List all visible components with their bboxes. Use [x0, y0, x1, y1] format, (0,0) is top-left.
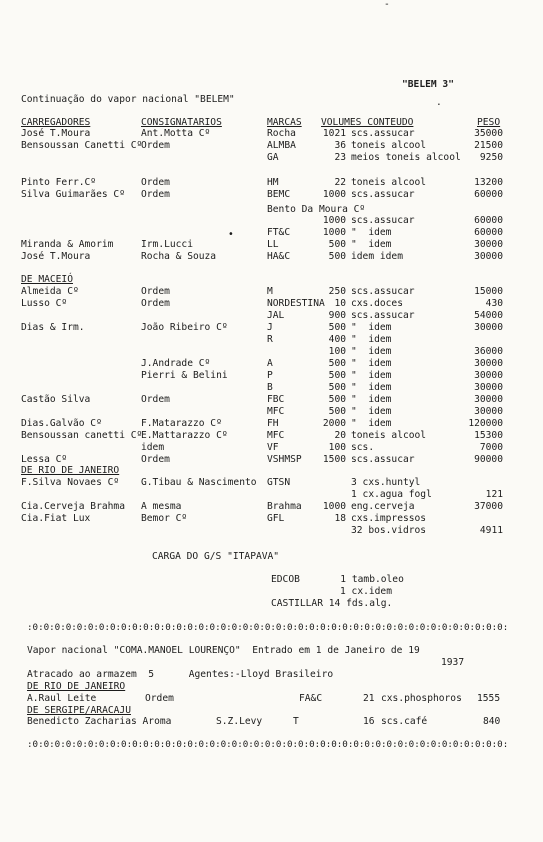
bullet-mark: •	[228, 229, 234, 240]
r3-mark: GA	[267, 152, 279, 163]
r26-weight: 90000	[474, 454, 503, 465]
r21-weight: 30000	[474, 394, 503, 405]
r12-weight: 15000	[474, 286, 503, 297]
r24-qty: 20	[334, 430, 346, 441]
r3-weight: 9250	[479, 152, 503, 163]
r32-weight: 4911	[479, 525, 503, 536]
r18-mark: A	[267, 358, 273, 369]
r14-qty: 900	[328, 310, 346, 321]
r5-weight: 60000	[474, 189, 503, 200]
r2-shipper: Bensoussan Canetti Cº	[21, 140, 143, 151]
r19-weight: 30000	[474, 370, 503, 381]
r1-content: scs.assucar	[351, 128, 415, 139]
r26-shipper: Lessa Cº	[21, 454, 68, 465]
berth-line: Atracado ao armazem 5 Agentes:-Lloyd Brasileiro	[27, 669, 334, 680]
r30-weight: 37000	[474, 501, 503, 512]
r12-qty: 250	[328, 286, 346, 297]
a1-qty: 21	[363, 693, 375, 704]
r30-consignee: A mesma	[141, 501, 182, 512]
divider-2: :0:0:0:0:0:0:0:0:0:0:0:0:0:0:0:0:0:0:0:0:0:0:0:0:0:0:0:0:0:0:0:0:0:0:0:0:0:0:0:0:0:0:0:	[27, 739, 509, 750]
r24-content: toneis alcool	[351, 430, 427, 441]
r13-shipper: Lusso Cº	[21, 298, 68, 309]
r25-mark: VF	[267, 442, 279, 453]
r12-shipper: Almeida Cº	[21, 286, 79, 297]
r20-content: " idem	[351, 382, 392, 393]
r30-shipper: Cia.Cerveja Brahma	[21, 501, 125, 512]
cargo-line-1: EDCOB 1 tamb.oleo	[271, 574, 404, 585]
r24-mark: MFC	[267, 430, 285, 441]
bento-line: Bento Da Moura Cº	[267, 204, 366, 215]
a1-shipper: A.Raul Leite	[27, 693, 97, 704]
r2-weight: 21500	[474, 140, 503, 151]
r9-mark: LL	[267, 239, 279, 250]
r10-mark: HA&C	[267, 251, 291, 262]
r17-content: " idem	[351, 346, 392, 357]
r16-qty: 400	[328, 334, 346, 345]
r23-content: " idem	[351, 418, 392, 429]
r13-content: cxs.doces	[351, 298, 403, 309]
r15-content: " idem	[351, 322, 392, 333]
r31-qty: 18	[334, 513, 346, 524]
r28-shipper: F.Silva Novaes Cº	[21, 477, 120, 488]
r24-weight: 15300	[474, 430, 503, 441]
r28-consignee: G.Tibau & Nascimento	[141, 477, 257, 488]
r15-mark: J	[267, 322, 273, 333]
r15-shipper: Dias & Irm.	[21, 322, 85, 333]
r21-qty: 500	[328, 394, 346, 405]
a2-mark: T	[293, 716, 299, 727]
cargo-line-3: CASTILLAR 14 fds.alg.	[271, 598, 393, 609]
r9-consignee: Irm.Lucci	[141, 239, 193, 250]
r4-weight: 13200	[474, 177, 503, 188]
a2-weight: 840	[483, 716, 501, 727]
r5-shipper: Silva Guimarães Cº	[21, 189, 125, 200]
r22-qty: 500	[328, 406, 346, 417]
r1-qty: 1021	[322, 128, 346, 139]
r18-consignee: J.Andrade Cº	[141, 358, 211, 369]
r7-qty: 1000	[322, 215, 346, 226]
r30-qty: 1000	[322, 501, 346, 512]
r2-qty: 36	[334, 140, 346, 151]
continuation-line: Continuação do vapor nacional "BELEM"	[21, 94, 235, 105]
col-volumes-contents: VOLUMES CONTEUDO	[321, 117, 414, 128]
r22-mark: MFC	[267, 406, 285, 417]
r9-weight: 30000	[474, 239, 503, 250]
r15-weight: 30000	[474, 322, 503, 333]
r10-shipper: José T.Moura	[21, 251, 91, 262]
r13-mark: NORDESTINA	[267, 298, 325, 309]
r2-mark: ALMBA	[267, 140, 296, 151]
section-maceio: DE MACEIÓ	[21, 274, 73, 285]
r12-consignee: Ordem	[141, 286, 170, 297]
a2-qty: 16	[363, 716, 375, 727]
r30-mark: Brahma	[267, 501, 302, 512]
r5-qty: 1000	[322, 189, 346, 200]
r10-content: idem idem	[351, 251, 403, 262]
r23-consignee: F.Matarazzo Cº	[141, 418, 222, 429]
r9-content: " idem	[351, 239, 392, 250]
r26-consignee: Ordem	[141, 454, 170, 465]
r20-mark: B	[267, 382, 273, 393]
a2-content: scs.café	[381, 716, 428, 727]
r14-content: scs.assucar	[351, 310, 415, 321]
r1-mark: Rocha	[267, 128, 296, 139]
r20-weight: 30000	[474, 382, 503, 393]
col-shippers: CARREGADORES	[21, 117, 91, 128]
r9-shipper: Miranda & Amorim	[21, 239, 114, 250]
r5-mark: BEMC	[267, 189, 291, 200]
r19-qty: 500	[328, 370, 346, 381]
r16-content: " idem	[351, 334, 392, 345]
r5-content: scs.assucar	[351, 189, 415, 200]
r2-content: toneis alcool	[351, 140, 427, 151]
a2-consignee: S.Z.Levy	[216, 716, 263, 727]
r29-content: 1 cx.agua fogl	[351, 489, 432, 500]
r9-qty: 500	[328, 239, 346, 250]
r32-content: 32 bos.vidros	[351, 525, 427, 536]
r4-qty: 22	[334, 177, 346, 188]
r23-mark: FH	[267, 418, 279, 429]
r18-qty: 500	[328, 358, 346, 369]
r17-qty: 100	[328, 346, 346, 357]
r10-weight: 30000	[474, 251, 503, 262]
top-dash-mark: -	[384, 0, 390, 10]
section-sergipe: DE SERGIPE/ARACAJU	[27, 705, 131, 716]
r25-consignee: idem	[141, 442, 165, 453]
r30-content: eng.cerveja	[351, 501, 415, 512]
section-rio-2: DE RIO DE JANEIRO	[27, 681, 126, 692]
r5-consignee: Ordem	[141, 189, 170, 200]
r13-weight: 430	[485, 298, 503, 309]
r12-mark: M	[267, 286, 273, 297]
cargo-title: CARGA DO G/S "ITAPAVA"	[152, 551, 280, 562]
a1-content: cxs.phosphoros	[381, 693, 462, 704]
r23-qty: 2000	[322, 418, 346, 429]
col-marks: MARCAS	[267, 117, 302, 128]
r1-consignee: Ant.Motta Cº	[141, 128, 211, 139]
r18-weight: 30000	[474, 358, 503, 369]
r19-content: " idem	[351, 370, 392, 381]
r13-consignee: Ordem	[141, 298, 170, 309]
r15-consignee: João Ribeiro Cº	[141, 322, 228, 333]
r7-weight: 60000	[474, 215, 503, 226]
r15-qty: 500	[328, 322, 346, 333]
cargo-line-2: 1 cx.idem	[340, 586, 392, 597]
r31-consignee: Bemor Cº	[141, 513, 188, 524]
r12-content: scs.assucar	[351, 286, 415, 297]
r2-consignee: Ordem	[141, 140, 170, 151]
tick-mark: .	[436, 97, 442, 108]
r25-qty: 100	[328, 442, 346, 453]
r10-consignee: Rocha & Souza	[141, 251, 217, 262]
r17-weight: 36000	[474, 346, 503, 357]
r18-content: " idem	[351, 358, 392, 369]
r28-mark: GTSN	[267, 477, 291, 488]
r26-qty: 1500	[322, 454, 346, 465]
a1-weight: 1555	[477, 693, 501, 704]
r26-content: scs.assucar	[351, 454, 415, 465]
r31-mark: GFL	[267, 513, 285, 524]
a2-shipper: Benedicto Zacharias Aroma	[27, 716, 172, 727]
r8-mark: FT&C	[267, 227, 291, 238]
r14-weight: 54000	[474, 310, 503, 321]
r21-shipper: Castão Silva	[21, 394, 91, 405]
r19-consignee: Pierri & Belini	[141, 370, 228, 381]
r21-mark: FBC	[267, 394, 285, 405]
r31-shipper: Cia.Fiat Lux	[21, 513, 91, 524]
r1-weight: 35000	[474, 128, 503, 139]
r4-content: toneis alcool	[351, 177, 427, 188]
r8-weight: 60000	[474, 227, 503, 238]
r24-shipper: Bensoussan canetti Cº	[21, 430, 143, 441]
r22-content: " idem	[351, 406, 392, 417]
section-rio-1: DE RIO DE JANEIRO	[21, 465, 120, 476]
r25-content: scs.	[351, 442, 375, 453]
r3-qty: 23	[334, 152, 346, 163]
r10-qty: 500	[328, 251, 346, 262]
r21-content: " idem	[351, 394, 392, 405]
r14-mark: JAL	[267, 310, 285, 321]
a1-consignee: Ordem	[145, 693, 174, 704]
r8-content: " idem	[351, 227, 392, 238]
r13-qty: 10	[334, 298, 346, 309]
r4-consignee: Ordem	[141, 177, 170, 188]
r23-weight: 120000	[468, 418, 503, 429]
page-tag: "BELEM 3"	[402, 79, 454, 90]
r25-weight: 7000	[479, 442, 503, 453]
r24-consignee: E.Mattarazzo Cº	[141, 430, 228, 441]
r16-mark: R	[267, 334, 273, 345]
vessel-line: Vapor nacional "COMA.MANOEL LOURENÇO" Entrado em 1 de Janeiro de 19	[27, 645, 420, 656]
r31-content: cxs.impressos	[351, 513, 427, 524]
r4-shipper: Pinto Ferr.Cº	[21, 177, 97, 188]
divider-1: :0:0:0:0:0:0:0:0:0:0:0:0:0:0:0:0:0:0:0:0:0:0:0:0:0:0:0:0:0:0:0:0:0:0:0:0:0:0:0:0:0:0:0:	[27, 622, 509, 633]
col-weight: PESO	[477, 117, 501, 128]
r20-qty: 500	[328, 382, 346, 393]
col-consignees: CONSIGNATARIOS	[141, 117, 222, 128]
a1-mark: FA&C	[299, 693, 323, 704]
r19-mark: P	[267, 370, 273, 381]
r23-shipper: Dias.Galvão Cº	[21, 418, 102, 429]
r4-mark: HM	[267, 177, 279, 188]
r3-content: meios toneis alcool	[351, 152, 461, 163]
r1-shipper: José T.Moura	[21, 128, 91, 139]
r8-qty: 1000	[322, 227, 346, 238]
r28-content: 3 cxs.huntyl	[351, 477, 421, 488]
r26-mark: VSHMSP	[267, 454, 302, 465]
r21-consignee: Ordem	[141, 394, 170, 405]
vessel-year: 1937	[441, 657, 465, 668]
r7-content: scs.assucar	[351, 215, 415, 226]
r22-weight: 30000	[474, 406, 503, 417]
r29-weight: 121	[485, 489, 503, 500]
